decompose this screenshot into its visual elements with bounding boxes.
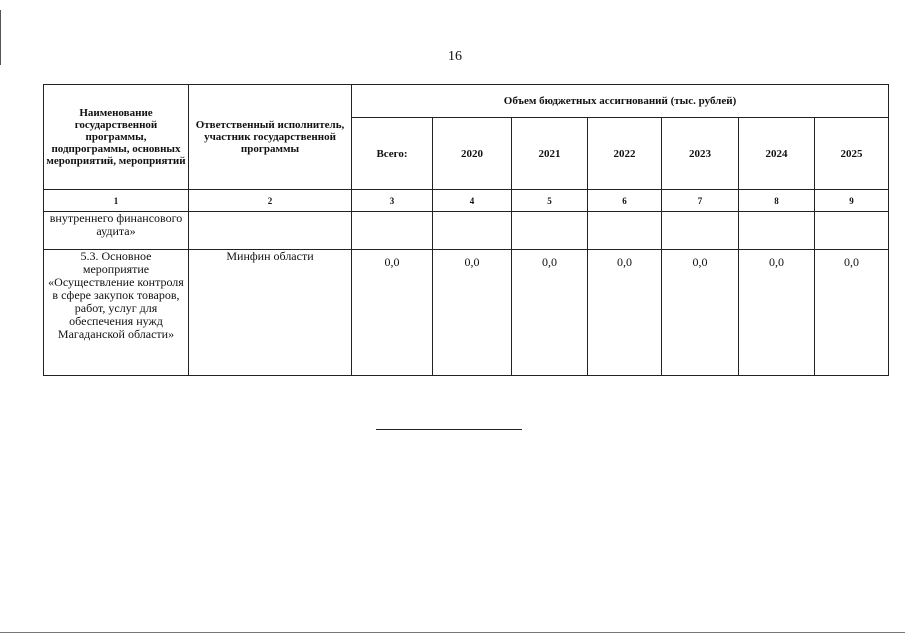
row-executor: Минфин области <box>189 250 352 376</box>
header-year-2023: 2023 <box>662 118 739 190</box>
column-number: 5 <box>512 190 588 212</box>
row-value-2022 <box>588 212 662 250</box>
table-row <box>44 212 889 250</box>
row-value-2024 <box>739 212 815 250</box>
row-name: 5.3. Основное мероприятие «Осуществление контроля в сфере закупок товаров, работ, услуг для обеспечения нужд Магаданской области» <box>44 250 189 376</box>
closing-rule <box>376 429 522 430</box>
page-number: 16 <box>448 49 462 64</box>
row-executor <box>189 212 352 250</box>
header-year-2024: 2024 <box>739 118 815 190</box>
row-value-2025: 0,0 <box>815 250 889 376</box>
column-number: 2 <box>189 190 352 212</box>
column-number: 9 <box>815 190 889 212</box>
row-value-2021: 0,0 <box>512 250 588 376</box>
header-budget: Объем бюджетных ассигнований (тыс. рублей) <box>352 85 889 118</box>
header-year-2020: 2020 <box>433 118 512 190</box>
column-number: 8 <box>739 190 815 212</box>
row-value-2021 <box>512 212 588 250</box>
row-value-2020 <box>433 212 512 250</box>
row-value-2024: 0,0 <box>739 250 815 376</box>
budget-table <box>43 84 889 376</box>
column-number: 4 <box>433 190 512 212</box>
row-value-2020: 0,0 <box>433 250 512 376</box>
column-number: 1 <box>44 190 189 212</box>
row-name: внутреннего финансового аудита» <box>44 212 189 250</box>
header-total: Всего: <box>352 118 433 190</box>
table-row <box>44 250 889 376</box>
column-number: 3 <box>352 190 433 212</box>
row-value-total <box>352 212 433 250</box>
page-bottom-rule <box>0 632 905 633</box>
header-executor: Ответственный исполнитель, участник государственной программы <box>189 85 352 190</box>
header-year-2025: 2025 <box>815 118 889 190</box>
row-value-2025 <box>815 212 889 250</box>
column-number: 6 <box>588 190 662 212</box>
scan-edge-mark <box>0 10 1 65</box>
row-value-2023: 0,0 <box>662 250 739 376</box>
header-name: Наименование государственной программы, подпрограммы, основных мероприятий, мероприятий <box>44 85 189 190</box>
row-value-total: 0,0 <box>352 250 433 376</box>
header-year-2022: 2022 <box>588 118 662 190</box>
column-number: 7 <box>662 190 739 212</box>
header-year-2021: 2021 <box>512 118 588 190</box>
row-value-2023 <box>662 212 739 250</box>
row-value-2022: 0,0 <box>588 250 662 376</box>
